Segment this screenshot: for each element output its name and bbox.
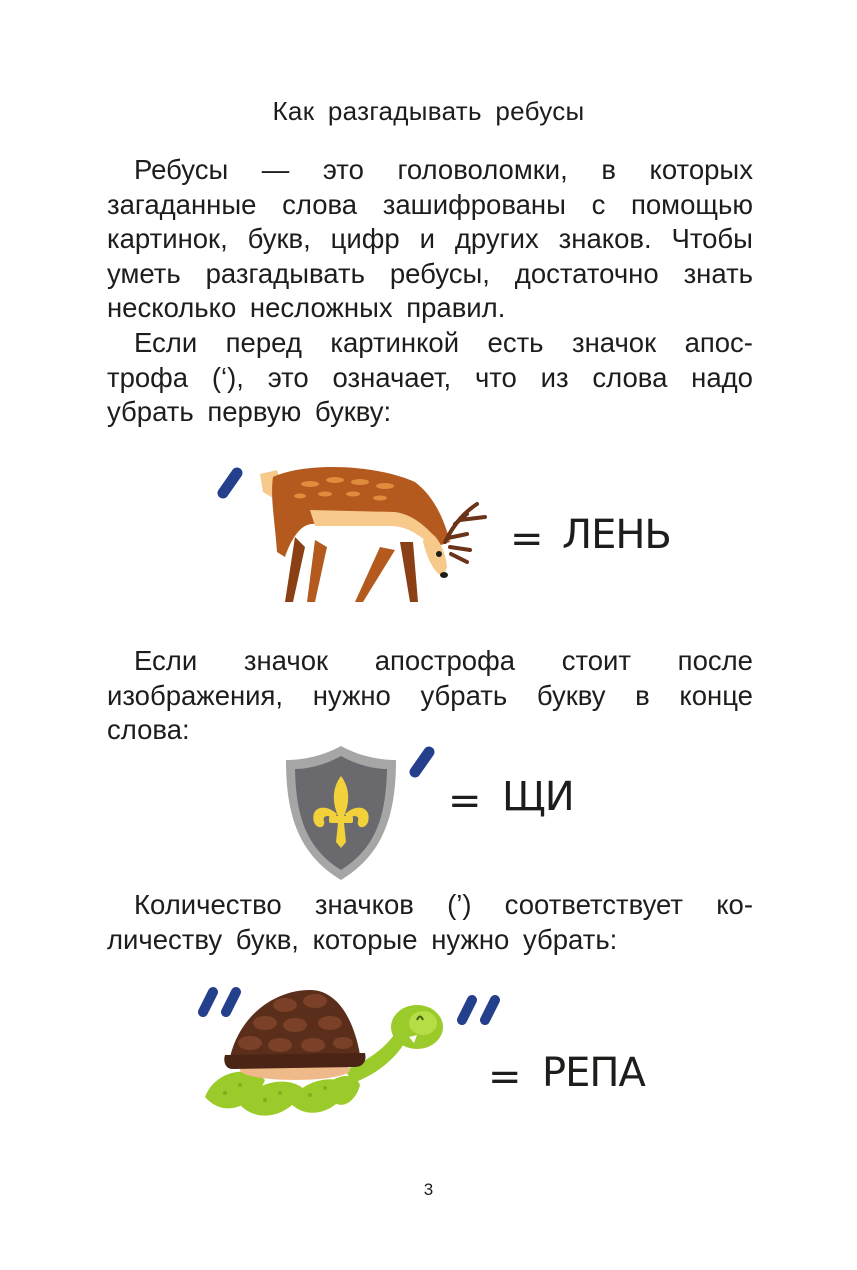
paragraph-rule-count bbox=[107, 888, 753, 957]
text-line: Количество значков (’) соответствует ко- bbox=[134, 889, 753, 920]
paragraph-intro bbox=[107, 153, 753, 326]
text-line: несколько несложных правил. bbox=[107, 292, 506, 323]
turtle-picture-icon bbox=[195, 985, 445, 1125]
apostrophe-icon bbox=[408, 745, 436, 779]
equals-sign: = bbox=[510, 516, 545, 562]
text-line: изображения, нужно убрать букву в конце bbox=[107, 679, 753, 711]
text-line: уметь разгадывать ребусы, достаточно знать bbox=[107, 257, 753, 289]
rebus-answer: ЩИ bbox=[502, 774, 574, 820]
shield-picture-icon bbox=[284, 744, 398, 882]
text-line: убрать первую букву: bbox=[107, 396, 392, 427]
deer-picture-icon bbox=[255, 462, 495, 607]
rebus-answer: РЕПА bbox=[542, 1050, 645, 1096]
text-line: Если значок апострофа стоит после bbox=[134, 645, 753, 676]
text-line: слова: bbox=[107, 714, 190, 745]
text-line: Ребусы — это головоломки, в которых bbox=[134, 154, 753, 185]
equals-sign: = bbox=[448, 778, 483, 824]
page-title: Как разгадывать ребусы bbox=[272, 96, 585, 126]
apostrophe-icon bbox=[216, 466, 244, 500]
text-line: трофа (‘), это означает, что из слова надо bbox=[107, 361, 753, 393]
rebus-answer: ЛЕНЬ bbox=[562, 512, 671, 558]
equals-sign: = bbox=[488, 1054, 523, 1100]
paragraph-rule-before bbox=[107, 326, 753, 430]
text-line: личеству букв, которые нужно убрать: bbox=[107, 923, 618, 955]
text-line: Если перед картинкой есть значок апос- bbox=[134, 327, 753, 358]
text-line: картинок, букв, цифр и других знаков. Чтобы bbox=[107, 223, 753, 254]
text-line: загаданные слова зашифрованы с помощью bbox=[107, 188, 753, 220]
double-apostrophe-icon bbox=[455, 993, 503, 1027]
paragraph-rule-after bbox=[107, 644, 753, 748]
page-number: 3 bbox=[423, 1180, 434, 1199]
